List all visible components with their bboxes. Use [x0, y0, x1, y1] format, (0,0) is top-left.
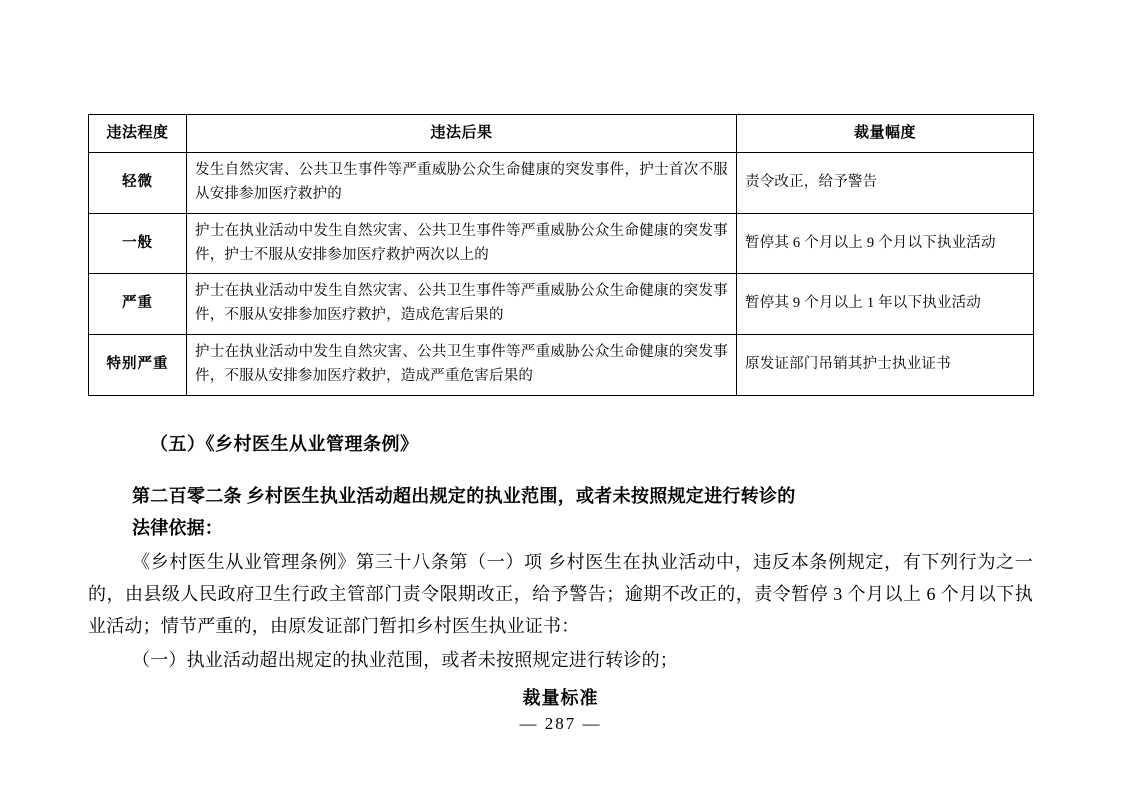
cell-range: 责令改正，给予警告 — [737, 152, 1034, 213]
page-number: — 287 — — [519, 714, 602, 733]
article-title: 第二百零二条 乡村医生执业活动超出规定的执业范围，或者未按照规定进行转诊的 — [132, 486, 796, 507]
column-header-discretion-range: 裁量幅度 — [737, 115, 1034, 153]
cell-consequence: 护士在执业活动中发生自然灾害、公共卫生事件等严重威胁公众生命健康的突发事件，护士不服从安排参加医疗救护两次以上的 — [187, 213, 737, 274]
cell-range: 原发证部门吊销其护士执业证书 — [737, 335, 1034, 396]
table-row — [89, 213, 1034, 274]
cell-degree: 轻微 — [89, 152, 187, 213]
cell-degree: 严重 — [89, 274, 187, 335]
section-title: （五）《乡村医生从业管理条例》 — [150, 434, 419, 455]
table-row — [89, 152, 1034, 213]
table-header-row — [89, 115, 1034, 153]
legal-basis-label: 法律依据： — [132, 518, 223, 539]
cell-degree: 一般 — [89, 213, 187, 274]
discretion-table — [88, 114, 1034, 396]
table-row — [89, 274, 1034, 335]
cell-range: 暂停其 9 个月以上 1 年以下执业活动 — [737, 274, 1034, 335]
column-header-violation-degree: 违法程度 — [89, 115, 187, 153]
cell-range: 暂停其 6 个月以上 9 个月以下执业活动 — [737, 213, 1034, 274]
page-content — [88, 114, 1033, 710]
legal-basis-text: 《乡村医生从业管理条例》第三十八条第（一）项 乡村医生在执业活动中，违反本条例规定，有下列行为之一的，由县级人民政府卫生行政主管部门责令限期改正，给予警告；逾期不改正的，责令暂停 3 个月以上 6 个月以下执业活动；情节严重的，由原发证部门暂扣乡村医生执业证书： — [88, 552, 1033, 637]
cell-consequence: 护士在执业活动中发生自然灾害、公共卫生事件等严重威胁公众生命健康的突发事件，不服从安排参加医疗救护，造成严重危害后果的 — [187, 335, 737, 396]
column-header-violation-consequence: 违法后果 — [187, 115, 737, 153]
table-row — [89, 335, 1034, 396]
cell-consequence: 护士在执业活动中发生自然灾害、公共卫生事件等严重威胁公众生命健康的突发事件，不服从安排参加医疗救护，造成危害后果的 — [187, 274, 737, 335]
cell-consequence: 发生自然灾害、公共卫生事件等严重威胁公众生命健康的突发事件，护士首次不服从安排参加医疗救护的 — [187, 152, 737, 213]
legal-basis-item-one: （一）执业活动超出规定的执业范围，或者未按照规定进行转诊的； — [132, 650, 678, 671]
cell-degree: 特别严重 — [89, 335, 187, 396]
discretion-standard-label: 裁量标准 — [522, 688, 599, 709]
